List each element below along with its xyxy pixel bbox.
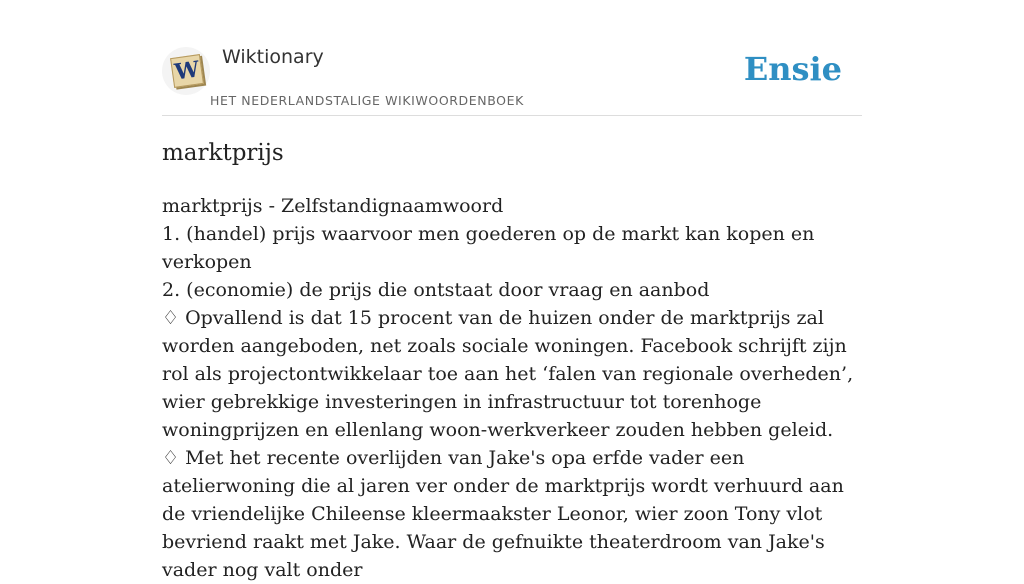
page-title: marktprijs: [162, 140, 284, 166]
site-tagline: HET NEDERLANDSTALIGE WIKIWOORDENBOEK: [210, 93, 524, 108]
header-divider: [162, 115, 862, 116]
site-name[interactable]: Wiktionary: [222, 46, 324, 68]
wiktionary-logo[interactable]: [162, 47, 210, 95]
logo-letter: W: [172, 56, 202, 86]
entry-body: [162, 192, 872, 584]
page-container: [162, 0, 862, 581]
example-1: ♢ Opvallend is dat 15 procent van de huizen onder de marktprijs zal worden aangeboden, net zoals sociale woningen. Facebook schrijft zijn rol als projectontwikkelaar toe aan het ‘falen van regionale overheden’, wier gebrekkige investeringen in infrastructuur tot torenhoge woningprijzen en ellenlang woon-werkverkeer zouden hebben geleid.: [162, 307, 854, 441]
entry-heading: marktprijs - Zelfstandignaamwoord: [162, 195, 504, 217]
definition-1: 1. (handel) prijs waarvoor men goederen op de markt kan kopen en verkopen: [162, 223, 815, 273]
example-2: ♢ Met het recente overlijden van Jake's opa erfde vader een atelierwoning die al jaren ver onder de marktprijs wordt verhuurd aan de vriendelijke Chileense kleermaakster Leonor, wier zoon Tony vlot bevriend raakt met Jake. Waar de gefnuikte theaterdroom van Jake's vader nog valt onder: [162, 447, 844, 581]
definition-2: 2. (economie) de prijs die ontstaat door vraag en aanbod: [162, 279, 710, 301]
ensie-brand-logo[interactable]: Ensie: [743, 50, 842, 88]
